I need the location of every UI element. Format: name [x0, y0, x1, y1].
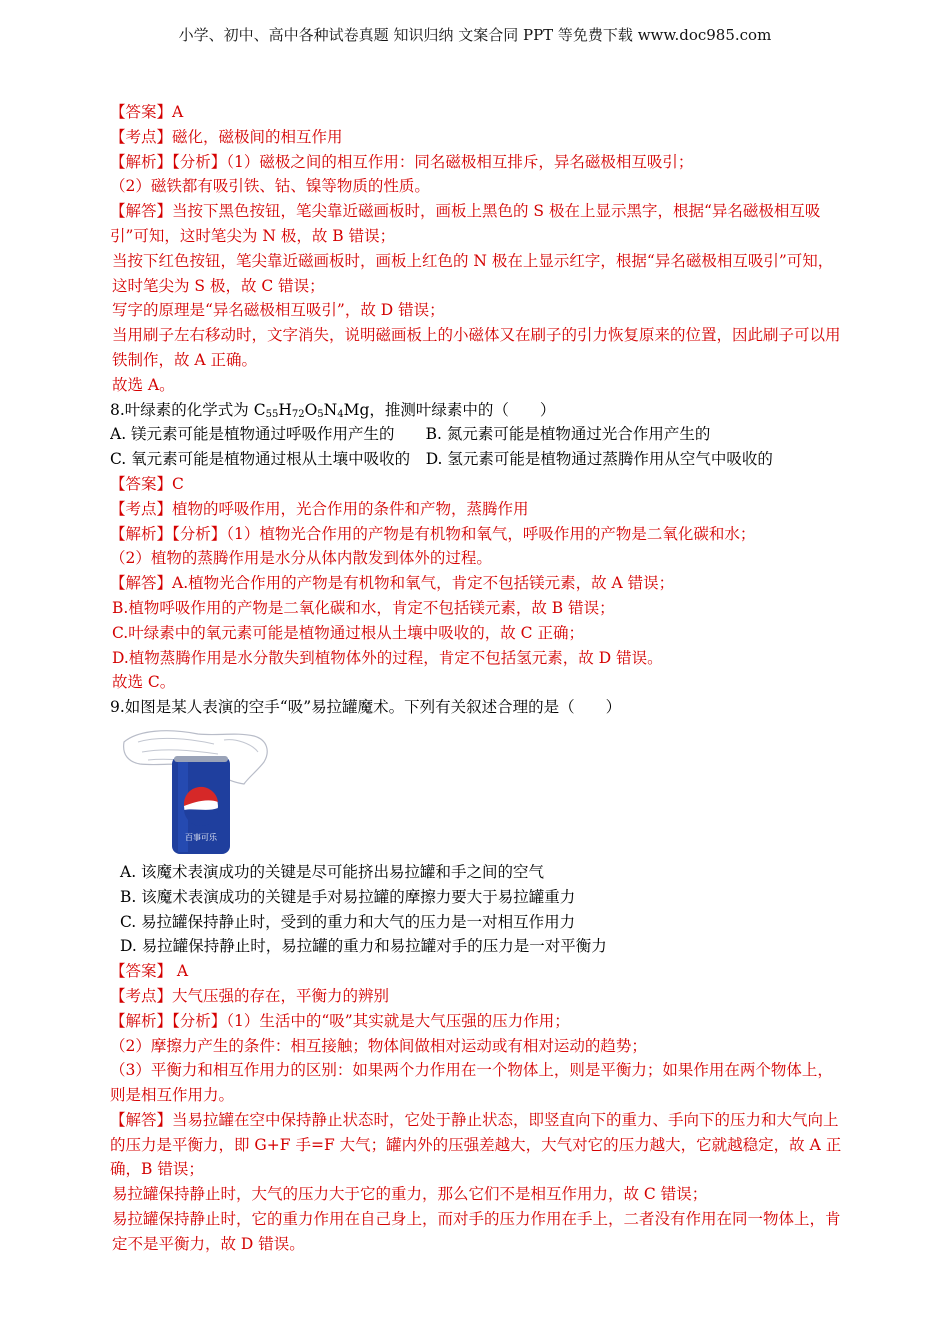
q7-guxuan: 故选 A。 — [112, 375, 175, 394]
q9-fenxi-2: （2）摩擦力产生的条件：相互接触；物体间做相对运动或有相对运动的趋势； — [110, 1036, 647, 1055]
q8-jieda-4: D.植物蒸腾作用是水分散失到植物体外的过程，肯定不包括氢元素，故 D 错误。 — [112, 648, 663, 667]
q9-option-b: B. 该魔术表演成功的关键是手对易拉罐的摩擦力要大于易拉罐重力 — [120, 887, 576, 906]
q8-option-d: D. 氢元素可能是植物通过蒸腾作用从空气中吸收的 — [425, 450, 773, 469]
q8-kaodian: 【考点】植物的呼吸作用，光合作用的条件和产物，蒸腾作用 — [110, 499, 529, 518]
q9-kaodian: 【考点】大气压强的存在，平衡力的辨别 — [110, 986, 390, 1005]
q8-jieda-1: 【解答】A.植物光合作用的产物是有机物和氧气，肯定不包括镁元素，故 A 错误； — [110, 574, 675, 593]
q7-fenxi-2: （2）磁铁都有吸引铁、钴、镍等物质的性质。 — [110, 177, 430, 196]
q7-kaodian: 【考点】磁化，磁极间的相互作用 — [110, 127, 343, 146]
q9-fenxi-1: 【解析】【分析】（1）生活中的“吸”其实就是大气压强的压力作用； — [110, 1011, 570, 1030]
q8-fenxi-2: （2）植物的蒸腾作用是水分从体内散发到体外的过程。 — [110, 549, 492, 568]
q8-option-c: C. 氧元素可能是植物通过根从土壤中吸收的 — [110, 450, 411, 469]
q7-fenxi-1: 【解析】【分析】（1）磁极之间的相互作用：同名磁极相互排斥，异名磁极相互吸引； — [110, 152, 694, 171]
pepsi-can-icon — [172, 756, 230, 854]
q9-option-c: C. 易拉罐保持静止时，受到的重力和大气的压力是一对相互作用力 — [120, 912, 576, 931]
q9-option-d: D. 易拉罐保持静止时，易拉罐的重力和易拉罐对手的压力是一对平衡力 — [120, 937, 607, 956]
q8-fenxi-1: 【解析】【分析】（1）植物光合作用的产物是有机物和氧气，呼吸作用的产物是二氧化碳和水； — [110, 524, 756, 543]
q8-jieda-3: C.叶绿素中的氧元素可能是植物通过根从土壤中吸收的，故 C 正确； — [112, 623, 584, 642]
q8-stem: 8.叶绿素的化学式为 $C_{55}H_{72}O_5N_4Mg$，推测叶绿素中的（ ） — [110, 400, 556, 420]
document-body — [110, 100, 845, 1257]
hand-and-can-illustration — [118, 722, 278, 862]
q7-jieda-3: 写字的原理是“异名磁极相互吸引”，故 D 错误； — [112, 301, 445, 320]
q8-guxuan: 故选 C。 — [112, 673, 176, 692]
q8-option-a: A. 镁元素可能是植物通过呼吸作用产生的 — [110, 425, 395, 444]
q9-stem: 9.如图是某人表演的空手“吸”易拉罐魔术。下列有关叙述合理的是（ ） — [110, 698, 622, 717]
q7-answer: 【答案】A — [110, 103, 184, 121]
can-label: 百事可乐 — [185, 832, 217, 842]
q8-answer: 【答案】C — [110, 474, 184, 493]
q7-jieda-2: 当按下红色按钮，笔尖靠近磁画板时，画板上红色的 N 极在上显示红字，根据“异名磁极相互吸引”可知，这时笔尖为 S 极，故 C 错误； — [112, 251, 834, 295]
q9-jieda-1: 【解答】当易拉罐在空中保持静止状态时，它处于静止状态，即竖直向下的重力、手向下的压力和大气向上的压力是平衡力，即 G+F 手=F 大气；罐内外的压强差越大，大气对它的压力越大，它就越稳定，故 A 正确，B 错误； — [110, 1110, 842, 1179]
q9-answer: 【答案】 A — [110, 962, 189, 981]
page-header: 小学、初中、高中各种试卷真题 知识归纳 文案合同 PPT 等免费下载 www.doc985.com — [178, 26, 772, 44]
q9-jieda-2: 易拉罐保持静止时，大气的压力大于它的重力，那么它们不是相互作用力，故 C 错误； — [112, 1185, 708, 1204]
q9-fenxi-3: （3）平衡力和相互作用力的区别：如果两个力作用在一个物体上，则是平衡力；如果作用在两个物体上，则是相互作用力。 — [110, 1061, 833, 1105]
q8-options-row-2 — [110, 447, 845, 472]
q8-jieda-2: B.植物呼吸作用的产物是二氧化碳和水，肯定不包括镁元素，故 B 错误； — [112, 598, 615, 617]
q8-option-b: B. 氮元素可能是植物通过光合作用产生的 — [425, 425, 711, 444]
q8-options-row-1 — [110, 422, 845, 447]
q9-option-a: A. 该魔术表演成功的关键是尽可能挤出易拉罐和手之间的空气 — [120, 862, 545, 881]
q9-figure — [110, 720, 845, 860]
q7-jieda-1: 【解答】当按下黑色按钮，笔尖靠近磁画板时，画板上黑色的 S 极在上显示黑字，根据“异名磁极相互吸引”可知，这时笔尖为 N 极，故 B 错误； — [110, 202, 821, 245]
q9-jieda-3: 易拉罐保持静止时，它的重力作用在自己身上，而对手的压力作用在手上，二者没有作用在同一物体上，肯定不是平衡力，故 D 错误。 — [112, 1210, 841, 1253]
q7-jieda-4: 当用刷子左右移动时，文字消失，说明磁画板上的小磁体又在刷子的引力恢复原来的位置，因此刷子可以用铁制作，故 A 正确。 — [112, 326, 841, 369]
